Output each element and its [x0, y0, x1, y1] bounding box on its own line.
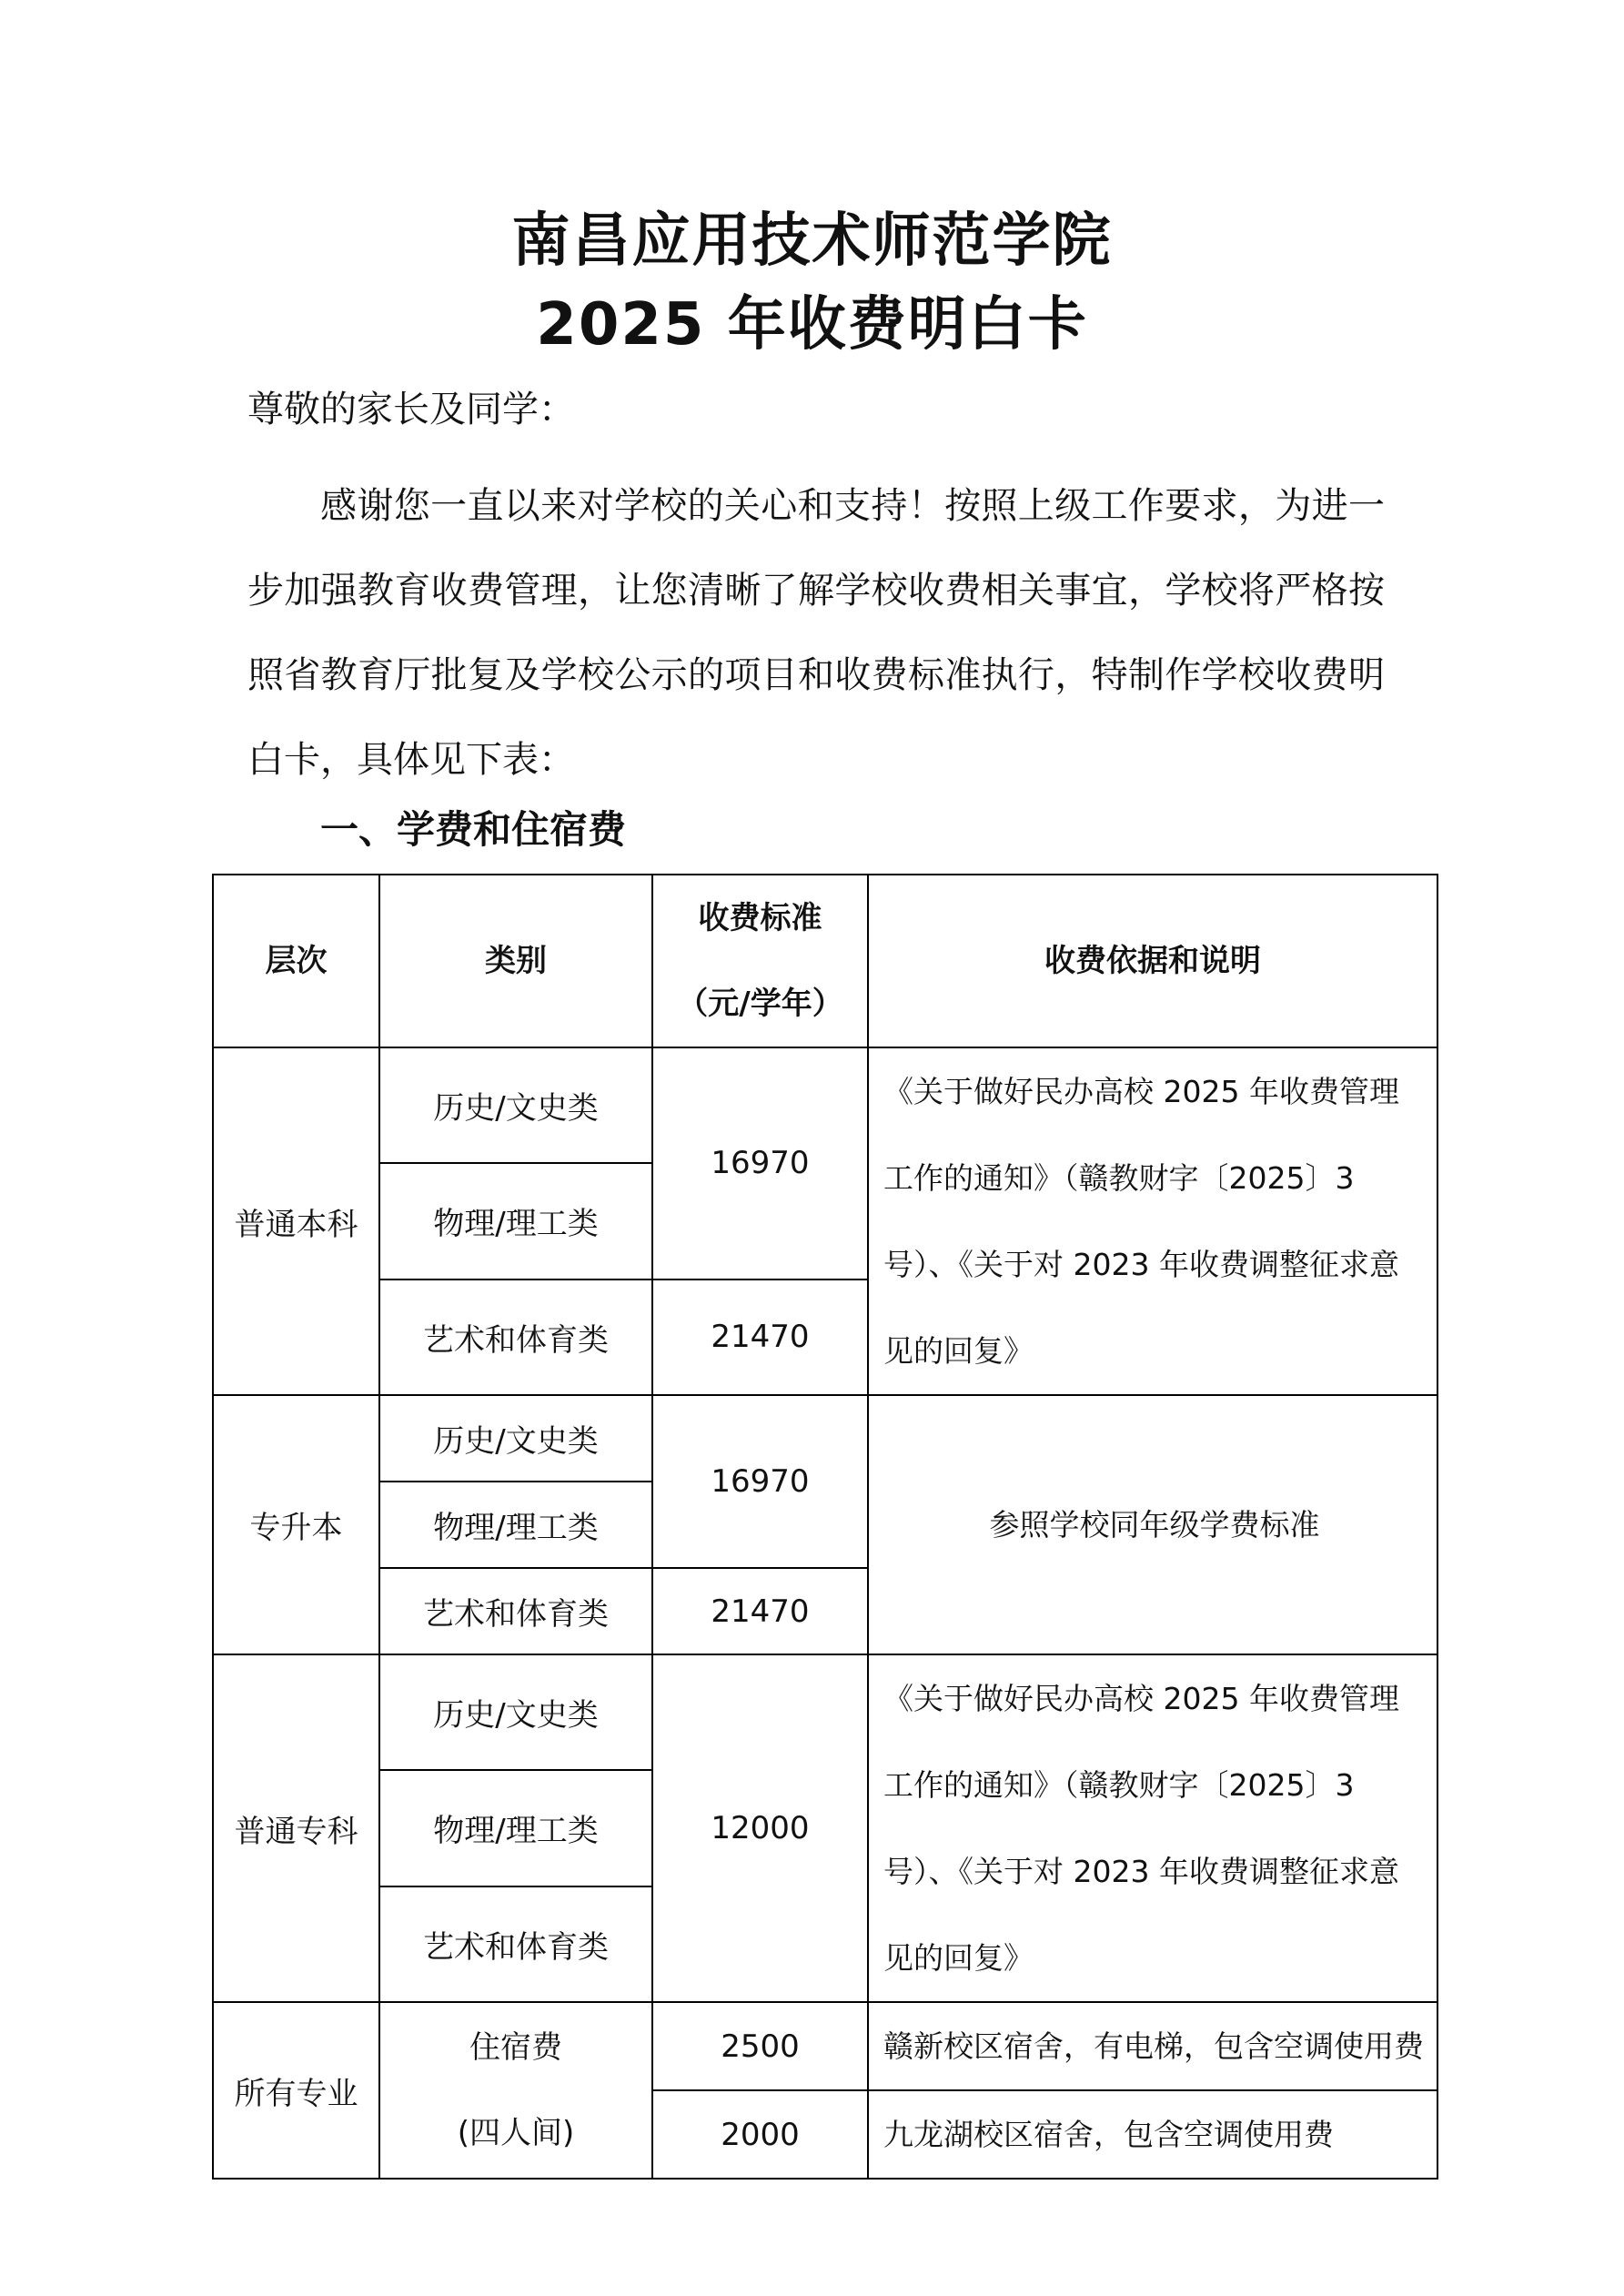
basis-cell: 赣新校区宿舍，有电梯，包含空调使用费 [868, 2002, 1437, 2090]
category-cell: 历史/文史类 [379, 1047, 652, 1163]
basis-cell: 九龙湖校区宿舍，包含空调使用费 [868, 2090, 1437, 2179]
fee-cell: 2000 [652, 2090, 868, 2179]
header-level: 层次 [213, 875, 379, 1047]
page-title: 南昌应用技术师范学院 [511, 207, 1113, 275]
fee-cell: 16970 [652, 1047, 868, 1279]
level-cell: 专升本 [213, 1395, 379, 1654]
category-cell: 艺术和体育类 [379, 1568, 652, 1654]
salutation: 尊敬的家长及同学： [247, 389, 575, 430]
page-subtitle: 2025 年收费明白卡 [536, 291, 1088, 359]
fee-table [212, 874, 1438, 2180]
fee-cell: 21470 [652, 1568, 868, 1654]
section-heading: 一、学费和住宿费 [320, 807, 627, 852]
category-cell: 艺术和体育类 [379, 1886, 652, 2002]
basis-cell: 《关于做好民办高校 2025 年收费管理工作的通知》（赣教财字〔2025〕3 号）、《关于对 2023 年收费调整征求意见的回复》 [868, 1047, 1437, 1395]
table-header-row [213, 875, 1437, 1047]
header-fee [652, 875, 868, 1047]
dorm-category-line2: (四人间) [457, 2115, 575, 2151]
category-cell: 历史/文史类 [379, 1654, 652, 1770]
table-row [213, 1654, 1437, 1770]
level-cell: 所有专业 [213, 2002, 379, 2179]
category-cell: 物理/理工类 [379, 1482, 652, 1568]
category-cell: 艺术和体育类 [379, 1279, 652, 1395]
header-fee-line2: （元/学年） [677, 986, 843, 1022]
basis-cell: 参照学校同年级学费标准 [868, 1395, 1437, 1654]
level-cell: 普通专科 [213, 1654, 379, 2002]
header-basis: 收费依据和说明 [868, 875, 1437, 1047]
category-cell [379, 2002, 652, 2179]
table-row [213, 1047, 1437, 1163]
basis-cell: 《关于做好民办高校 2025 年收费管理工作的通知》（赣教财字〔2025〕3 号）、《关于对 2023 年收费调整征求意见的回复》 [868, 1654, 1437, 2002]
fee-cell: 16970 [652, 1395, 868, 1568]
level-cell: 普通本科 [213, 1047, 379, 1395]
dorm-category-line1: 住宿费 [469, 2029, 562, 2066]
fee-cell: 2500 [652, 2002, 868, 2090]
table-row [213, 2002, 1437, 2090]
fee-cell: 12000 [652, 1654, 868, 2002]
fee-cell: 21470 [652, 1279, 868, 1395]
category-cell: 物理/理工类 [379, 1770, 652, 1886]
category-cell: 物理/理工类 [379, 1163, 652, 1279]
category-cell: 历史/文史类 [379, 1395, 652, 1482]
header-fee-line1: 收费标准 [698, 900, 822, 936]
intro-paragraph: 感谢您一直以来对学校的关心和支持！按照上级工作要求，为进一步加强教育收费管理，让您清晰了解学校收费相关事宜，学校将严格按照省教育厅批复及学校公示的项目和收费标准执行，特制作学校收费明白卡，具体见下表： [247, 485, 1385, 781]
table-row [213, 1395, 1437, 1482]
header-category: 类别 [379, 875, 652, 1047]
